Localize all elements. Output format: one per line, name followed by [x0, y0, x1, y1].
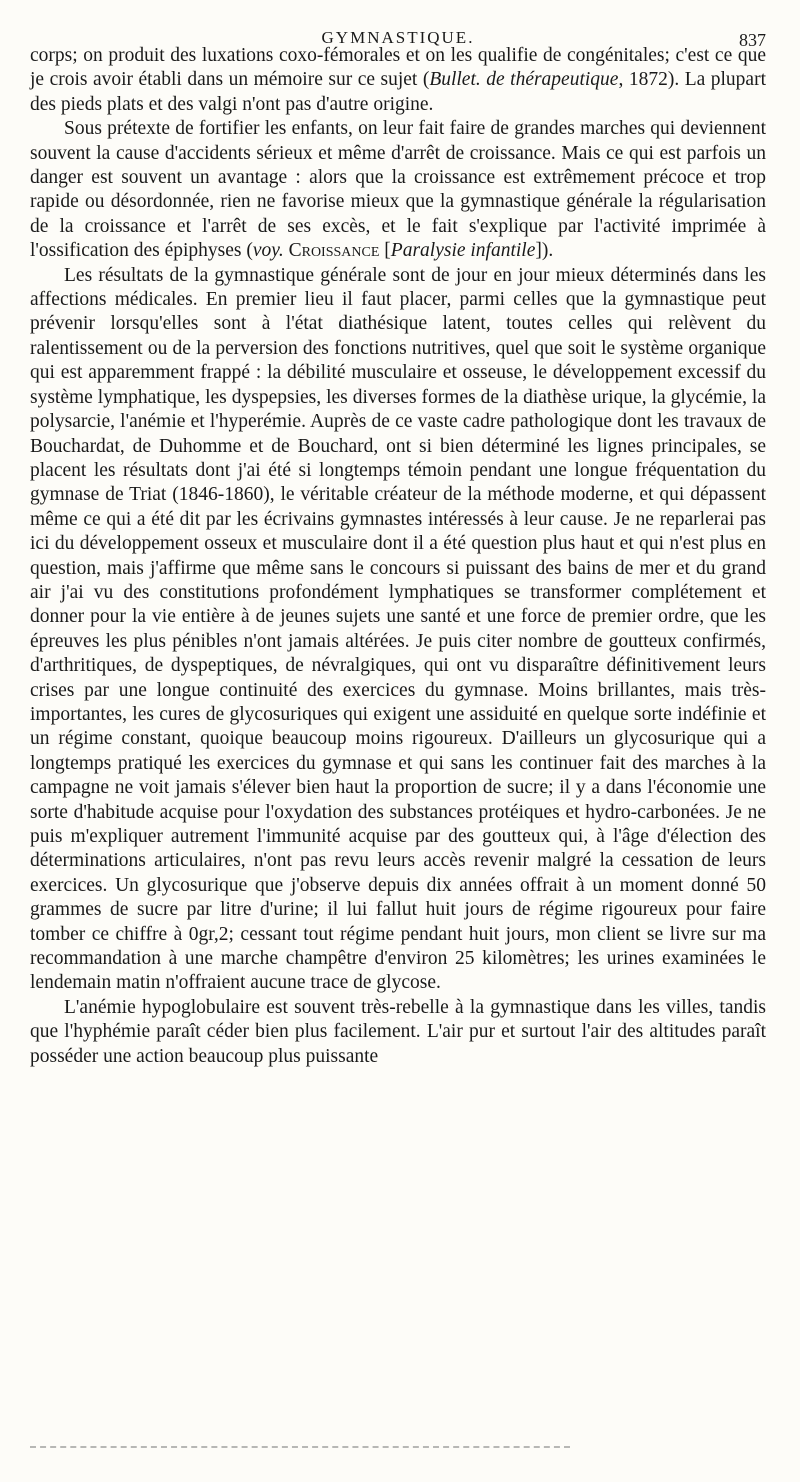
cross-reference-subtitle: Paralysie infantile	[390, 240, 536, 262]
paragraph-1	[30, 44, 766, 117]
text-segment: , 1872). La plupart des pieds plats et des valgi n'ont pas d'autre origine.	[30, 69, 766, 115]
paragraph-2	[30, 117, 766, 263]
citation-title: Bullet. de thérapeutique	[429, 69, 619, 91]
body-text	[30, 44, 766, 1069]
text-segment: [	[379, 240, 391, 262]
page-number: 837	[739, 30, 766, 50]
running-head	[30, 0, 766, 50]
text-segment: Sous prétexte de fortifier les enfants, on leur fait faire de grandes marches qui deviennent souvent la cause d'accidents sérieux et même d'arrêt de croissance. Mais ce qui est parfois un danger est souvent un avantage : alors que la croissance est extrêmement précoce et trop rapide ou désordonnée, rien ne favorise mieux que la gymnastique générale la régularisation de la croissance et l'arrêt de ses excès, et le fait s'explique par l'activité imprimée à l'ossification des épiphyses (	[30, 118, 766, 262]
text-segment: L'anémie hypoglobulaire est souvent très-rebelle à la gymnastique dans les villes, tandis que l'hyphémie paraît céder bien plus facilement. L'air pur et surtout l'air des altitudes paraît posséder une action beaucoup plus puissante	[30, 996, 766, 1067]
running-title: GYMNASTIQUE.	[321, 28, 475, 47]
voy-abbrev: voy.	[252, 240, 284, 262]
text-segment: Les résultats de la gymnastique générale sont de jour en jour mieux déterminés dans les affections médicales. En premier lieu il faut placer, parmi celles que la gymnastique peut prévenir lorsqu'elles sont à l'état diathésique latent, toutes celles qui relèvent du ralentissement ou de la perversion des fonctions nutritives, quel que soit le système organique qui est apparemment frappé : la débilité musculaire et osseuse, le développement excessif du système lymphatique, les dyspepsies, les diverses formes de la diathèse urique, la glycémie, la polysarcie, l'anémie et l'hyperémie. Auprès de ce vaste cadre pathologique dont les travaux de Bouchardat, de Duhomme et de Bouchard, ont si bien déterminé les lignes principales, se placent les résultats dont j'ai été si longtemps témoin pendant une longue fréquentation du gymnase de Triat (1846-1860), le véritable créateur de la méthode moderne, et qui dépassent même ce qui a été dit par les écrivains gymnastes intéressés à leur cause. Je ne reparlerai pas ici du développement osseux et musculaire dont il a été question plus haut et qui n'est plus en question, mais j'affirme que même sans le concours si puissant des bains de mer et du grand air j'ai vu des constitutions profondément lymphatiques se transformer complétement et donner pour la vie entière à de jeunes sujets une santé et une force de premier ordre, que les épreuves les plus pénibles n'ont jamais altérées. Je puis citer nombre de goutteux confirmés, d'arthritiques, de dyspeptiques, de névralgiques, qui ont vu disparaître définitivement leurs crises par une longue continuité des exercices du gymnase. Moins brillantes, mais très-importantes, les cures de glycosuriques qui exigent une assiduité en quelque sorte indéfinie et un régime constant, quoique beaucoup moins rigoureux. D'ailleurs un glycosurique qui a longtemps pratiqué les exercices du gymnase et qui sans les continuer fait des marches à la campagne ne voit jamais s'élever bien haut la proportion de sucre; il y a dans l'économie une sorte d'habitude acquise pour l'oxydation des substances protéiques et hydro-carbonées. Je ne puis m'expliquer autrement l'immunité acquise par des goutteux qui, à l'âge d'élection des déterminations articulaires, n'ont pas revu leurs accès revenir malgré la cessation de leurs exercices. Un glycosurique que j'observe depuis dix années offrait à un moment donné 50 grammes de sucre par litre d'urine; il lui fallut huit jours de régime rigoureux pour faire tomber ce chiffre à 0gr,2; cessant tout régime pendant huit jours, mon client se livre sur ma recommandation à une marche champêtre d'environ 25 kilomètres; les urines examinées le lendemain matin n'offraient aucune trace de glycose.	[30, 264, 766, 994]
text-segment: corps; on produit des luxations coxo-fémorales et on les qualifie de congénitales; c'est ce que je crois avoir établi dans un mémoire sur ce sujet (	[30, 45, 766, 91]
paragraph-3	[30, 264, 766, 996]
text-segment: ]).	[535, 240, 554, 262]
footer-divider	[30, 1446, 570, 1448]
cross-reference: Croissance	[288, 240, 380, 262]
paragraph-4	[30, 996, 766, 1069]
